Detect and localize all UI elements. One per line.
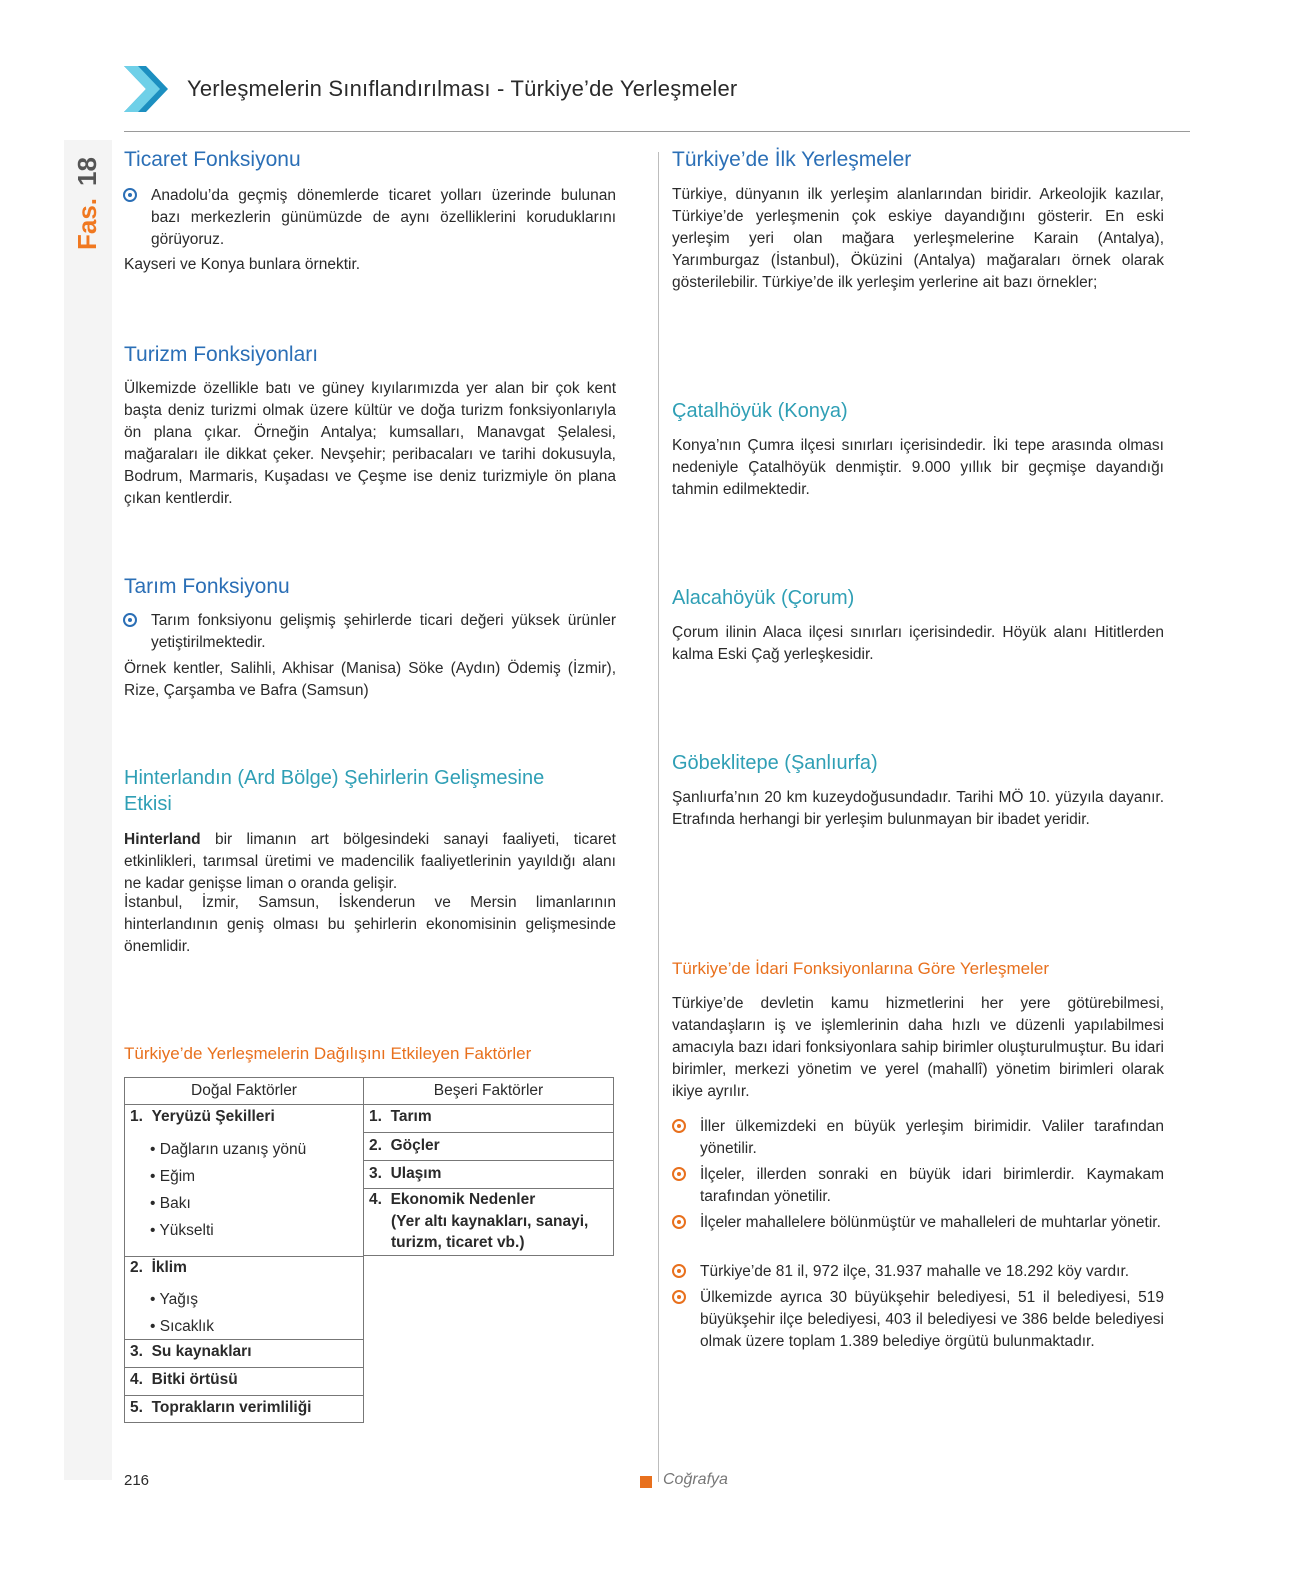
table-row [124,1256,364,1340]
bullet-idari-text: İlçeler, illerden sonraki en büyük idari birimlerdir. Kaymakam tarafından yönetilir. [700,1166,1164,1205]
bullet-icon [123,613,137,627]
bullet-idari-text: İller ülkemizdeki en büyük yerleşim birimidir. Valiler tarafından yönetilir. [700,1118,1164,1157]
catalhoyuk-text: Konya’nın Çumra ilçesi sınırları içerisindedir. İki tepe arasında olması nedeniyle Çatalhöyük denmiştir. 9.000 yıllık bir geçmişe dayandığı tahmin edilmektedir. [672,437,1164,498]
item-num: 5. [130,1399,143,1416]
col-dogal: Doğal Faktörler [191,1082,297,1099]
sub-label: Sıcaklık [159,1318,214,1335]
heading-ilk: Türkiye’de İlk Yerleşmeler [672,148,912,171]
bullet-icon [672,1119,686,1133]
bullet-icon [672,1264,686,1278]
hinterland-text-1 [124,829,616,895]
sub-label: Yükselti [159,1222,214,1239]
idari-text: Türkiye’de devletin kamu hizmetlerini her yere götürebilmesi, vatandaşların iş ve işlemlerinin daha hızlı ve düzenli yapılabilmesi amacıyla bazı idari fonksiyonlara sahip birimler oluşturulmuştur. Bu idari birimler, merkezi yönetim ve yerel (mahallî) yönetim birimleri olarak ikiye ayrılır. [672,995,1164,1100]
sub-label: Bakı [159,1195,191,1212]
item-num: 2. [130,1259,143,1276]
table-row [363,1188,614,1256]
sub-item: • Eğim [150,1168,196,1185]
beseri-item [369,1191,535,1209]
heading-hinterland-2: Etkisi [124,793,172,815]
table-row [124,1395,364,1423]
item-num: 4. [369,1191,382,1208]
item-num: 1. [369,1108,382,1125]
table-row [363,1104,614,1133]
bullet-idari-text: Türkiye’de 81 il, 972 ilçe, 31.937 mahalle ve 18.292 köy vardır. [700,1263,1130,1280]
sub-item: • Yağış [150,1291,198,1308]
table-row [124,1339,364,1368]
heading-factors: Türkiye’de Yerleşmelerin Dağılışını Etkileyen Faktörler [124,1044,532,1063]
sub-item: • Sıcaklık [150,1318,214,1335]
page-title: Yerleşmelerin Sınıflandırılması - Türkiye’de Yerleşmeler [187,76,738,101]
sub-item: • Bakı [150,1195,191,1212]
bullet-idari-5 [700,1287,1164,1353]
item-label: İklim [151,1259,187,1276]
item-num: 3. [369,1165,382,1182]
beseri-item [369,1165,441,1183]
item-label: Ulaşım [390,1165,442,1182]
heading-alacahoyuk: Alacahöyük (Çorum) [672,587,855,609]
alacahoyuk-text: Çorum ilinin Alaca ilçesi sınırları içerisindedir. Höyük alanı Hititlerden kalma Eski Çağ yerleşkesidir. [672,624,1164,663]
sub-label: Dağların uzanış yönü [159,1141,307,1158]
dogal-item [130,1259,187,1277]
ticaret-text: Kayseri ve Konya bunlara örnektir. [124,256,361,273]
table-row [363,1132,614,1161]
item-label: Ekonomik Nedenler [390,1191,536,1208]
heading-hinterland-1: Hinterlandın (Ard Bölge) Şehirlerin Gelişmesine [124,767,545,789]
bullet-idari-text: Ülkemizde ayrıca 30 büyükşehir belediyesi, 51 il belediyesi, 519 büyükşehir ilçe belediyesi, 403 il belediyesi ve 386 belde belediyesi olmak üzere toplam 1.389 belediye örgütü bulunmaktadır. [700,1289,1164,1350]
bullet-ticaret-text: Anadolu’da geçmiş dönemlerde ticaret yolları üzerinde bulunan bazı merkezlerin günümüzde de aynı özelliklerini koruduklarını görüyoruz. [151,187,616,248]
dogal-item [130,1343,252,1361]
header-divider [124,131,1190,132]
side-strip [64,140,112,1480]
heading-turizm: Turizm Fonksiyonları [124,343,319,366]
beseri-extra: (Yer altı kaynakları, sanayi, [391,1213,589,1230]
dogal-item [130,1108,275,1126]
bullet-icon [123,188,137,202]
bullet-tarim-text: Tarım fonksiyonu gelişmiş şehirlerde ticari değeri yüksek ürünler yetiştirilmektedir. [151,612,616,651]
dogal-item [130,1371,238,1389]
heading-catalhoyuk: Çatalhöyük (Konya) [672,400,848,422]
ilk-text: Türkiye, dünyanın ilk yerleşim alanlarından biridir. Arkeolojik kazılar, Türkiye’de yerleşmenin çok eskiye dayandığını gösterir. En eski yerleşim yeri olan mağara yerleşmelerine Karain (Antalya), Yarımburgaz (İstanbul), Öküzini (Antalya) mağaraları örnek olarak gösterilebilir. Türkiye’de ilk yerleşim yerlerine ait bazı örnekler; [672,186,1164,291]
factors-table [124,1077,614,1423]
item-label: Göçler [390,1137,440,1154]
sub-item: • Yükselti [150,1222,214,1239]
bullet-ticaret [151,185,616,251]
table-row [124,1367,364,1396]
bullet-idari-2 [700,1164,1164,1208]
heading-tarim: Tarım Fonksiyonu [124,575,290,598]
bullet-icon [672,1215,686,1229]
footer-square-icon [640,1476,652,1488]
item-num: 1. [130,1108,143,1125]
page-number: 216 [124,1472,150,1489]
item-num: 4. [130,1371,143,1388]
beseri-item [369,1137,440,1155]
hinterland-def: bir limanın art bölgesindeki sanayi faaliyeti, ticaret etkinlikleri, tarımsal üretimi ve madencilik faaliyetlerinin yayıldığı alanı ne kadar genişse liman o oranda gelişir. [124,831,616,892]
bullet-icon [672,1290,686,1304]
table-header-dogal [124,1077,364,1105]
table-row [124,1104,364,1257]
item-label: Bitki örtüsü [151,1371,238,1388]
gobeklitepe-text: Şanlıurfa’nın 20 km kuzeydoğusundadır. Tarihi MÖ 10. yüzyıla dayanır. Etrafında herhangi bir yerleşim bulunmayan bir ibadet yeridir. [672,789,1164,828]
col-beseri: Beşeri Faktörler [433,1082,544,1099]
item-label: Yeryüzü Şekilleri [151,1108,275,1125]
fasikul-badge [66,146,106,258]
tarim-text: Örnek kentler, Salihli, Akhisar (Manisa) Söke (Aydın) Ödemiş (İzmir), Rize, Çarşamba ve Bafra (Samsun) [124,660,616,699]
dogal-item [130,1399,312,1417]
bullet-idari-text: İlçeler mahallelere bölünmüştür ve mahalleleri de muhtarlar yönetir. [700,1214,1161,1231]
item-label: Su kaynakları [151,1343,252,1360]
footer-subject: Coğrafya [663,1471,728,1488]
item-num: 3. [130,1343,143,1360]
table-header-beseri [363,1077,614,1105]
turizm-text: Ülkemizde özellikle batı ve güney kıyılarımızda yer alan bir çok kent başta deniz turizmi olmak üzere kültür ve doğa turizm fonksiyonlarıyla ön plana çıkar. Örneğin Antalya; kumsalları, Manavgat Şelalesi, mağaraları ile dikkat çeker. Nevşehir; peribacaları ve tarihi dokusuyla, Bodrum, Marmaris, Kuşadası ve Çeşme ise deniz turizmiyle ön plana çıkan kentlerdir. [124,380,616,507]
sub-label: Yağış [159,1291,198,1308]
chevron-arrow-icon [124,66,168,112]
bullet-tarim [151,610,616,654]
bullet-icon [672,1167,686,1181]
bullet-idari-1 [700,1116,1164,1160]
hinterland-term: Hinterland [124,831,201,848]
item-label: Toprakların verimliliği [151,1399,312,1416]
column-divider [658,152,659,1482]
sub-item: • Dağların uzanış yönü [150,1141,307,1158]
bullet-idari-3 [700,1212,1164,1234]
item-num: 2. [369,1137,382,1154]
heading-idari: Türkiye’de İdari Fonksiyonlarına Göre Yerleşmeler [672,959,1050,978]
table-row [363,1160,614,1189]
bullet-idari-4 [700,1261,1164,1283]
beseri-extra: turizm, ticaret vb.) [391,1234,525,1251]
fasikul-label: Fas. [72,197,102,250]
sub-label: Eğim [159,1168,196,1185]
heading-gobeklitepe: Göbeklitepe (Şanlıurfa) [672,752,878,774]
fasikul-number: 18 [72,157,102,186]
hinterland-text-2: İstanbul, İzmir, Samsun, İskenderun ve Mersin limanlarının hinterlandının geniş olması bu şehirlerin ekonomisinin gelişmesinde önemlidir. [124,894,616,955]
item-label: Tarım [390,1108,432,1125]
beseri-item [369,1108,432,1126]
heading-ticaret: Ticaret Fonksiyonu [124,148,301,171]
